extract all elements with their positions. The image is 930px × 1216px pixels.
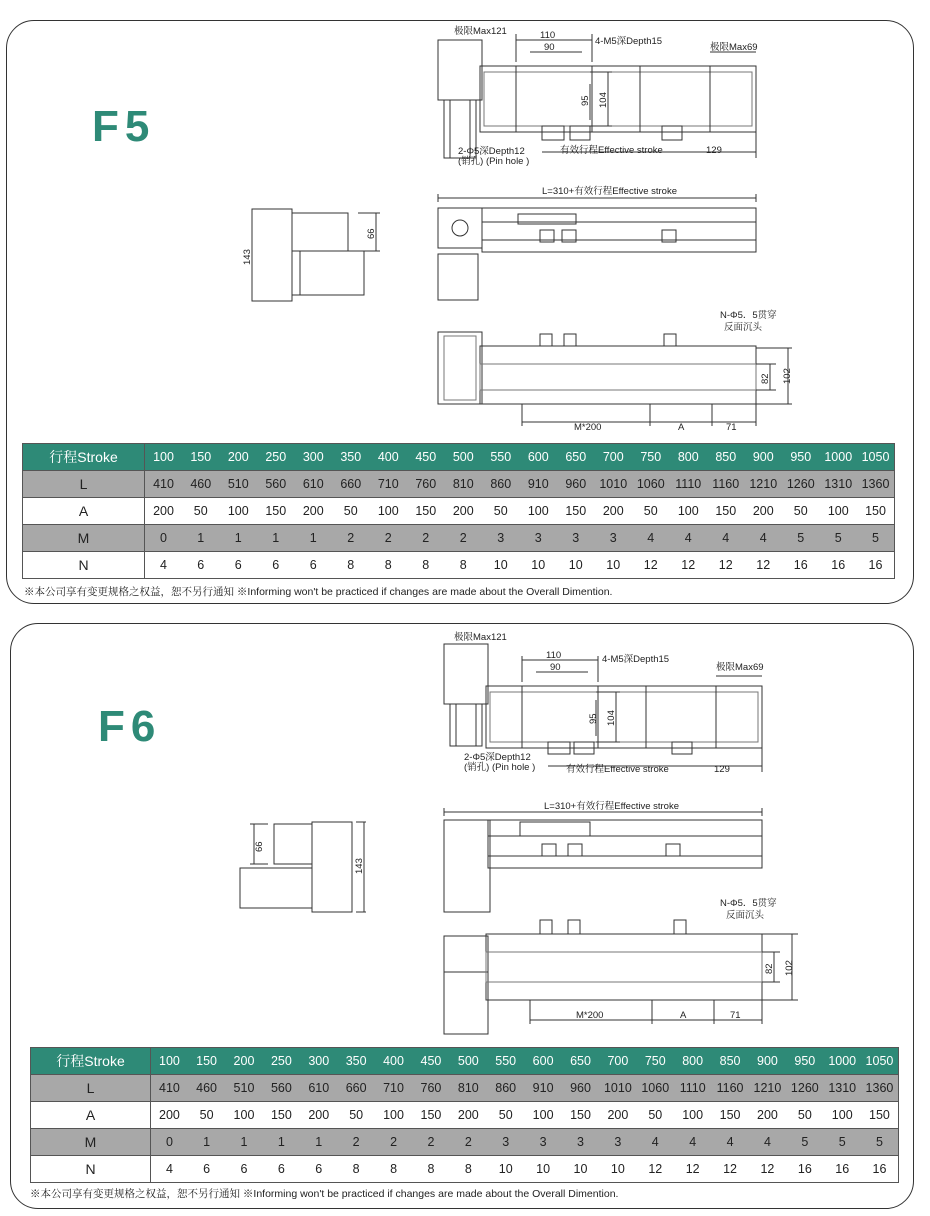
table-cell: 16 [861, 1156, 899, 1183]
table-cell: 4 [145, 552, 183, 579]
dim-a: A [678, 422, 685, 433]
effective-stroke-label: 有效行程Effective stroke [566, 764, 669, 775]
table-cell: 150 [407, 498, 445, 525]
table-cell: 12 [670, 552, 708, 579]
table-cell: 3 [524, 1129, 561, 1156]
table-cell: 1 [188, 1129, 225, 1156]
table-cell: 8 [407, 552, 445, 579]
end-view-drawing [240, 818, 380, 918]
table-cell: 3 [557, 525, 595, 552]
counterbore-note: 反面沉头 [724, 322, 763, 333]
table-cell: 10 [487, 1156, 524, 1183]
table-cell: 1210 [749, 1075, 786, 1102]
table-cell: 600 [524, 1048, 561, 1075]
table-cell: 600 [520, 444, 558, 471]
side-view-drawing [430, 184, 770, 304]
table-cell: 200 [599, 1102, 636, 1129]
table-cell: 1260 [782, 471, 820, 498]
table-cell: 1 [257, 525, 295, 552]
table-cell: 800 [674, 1048, 711, 1075]
table-cell: 1060 [632, 471, 670, 498]
disclaimer-note: ※本公司享有变更规格之权益，恕不另行通知 ※Informing won't be practiced if changes are made about the Overall Dimention. [24, 586, 613, 598]
table-cell: 100 [670, 498, 708, 525]
table-cell: 660 [332, 471, 370, 498]
table-cell: 4 [632, 525, 670, 552]
dim-m200: M*200 [576, 1010, 604, 1021]
dim-82: 82 [764, 963, 775, 974]
row-label-a: A [23, 498, 145, 525]
table-cell: 810 [450, 1075, 487, 1102]
max-left-dim: 极限Max121 [454, 632, 507, 643]
table-cell: 1050 [861, 1048, 899, 1075]
table-cell: 250 [257, 444, 295, 471]
pin-hole-spec: 2-Φ5深Depth12 [464, 752, 531, 763]
table-cell: 50 [637, 1102, 674, 1129]
table-cell: 700 [599, 1048, 636, 1075]
table-cell: 150 [257, 498, 295, 525]
dim-143: 143 [354, 858, 365, 874]
table-cell: 100 [145, 444, 183, 471]
table-cell: 500 [445, 444, 483, 471]
table-cell: 650 [557, 444, 595, 471]
table-cell: 200 [295, 498, 333, 525]
table-cell: 50 [482, 498, 520, 525]
table-cell: 6 [220, 552, 258, 579]
table-cell: 250 [263, 1048, 300, 1075]
table-cell: 200 [220, 444, 258, 471]
table-cell: 100 [225, 1102, 262, 1129]
table-cell: 6 [263, 1156, 300, 1183]
row-label-m: M [23, 525, 145, 552]
table-cell: 300 [300, 1048, 337, 1075]
stroke-table [30, 1047, 899, 1183]
table-cell: 200 [225, 1048, 262, 1075]
table-cell: 750 [632, 444, 670, 471]
table-cell: 750 [637, 1048, 674, 1075]
table-cell: 100 [520, 498, 558, 525]
table-cell: 460 [188, 1075, 225, 1102]
table-cell: 910 [520, 471, 558, 498]
table-cell: 1 [220, 525, 258, 552]
table-cell: 350 [332, 444, 370, 471]
table-cell: 5 [786, 1129, 823, 1156]
table-cell: 3 [599, 1129, 636, 1156]
table-cell: 10 [520, 552, 558, 579]
table-cell: 1 [182, 525, 220, 552]
table-cell: 50 [786, 1102, 823, 1129]
table-cell: 50 [487, 1102, 524, 1129]
table-cell: 850 [711, 1048, 748, 1075]
counterbore-note: 反面沉头 [726, 910, 765, 921]
model-title: F5 [92, 102, 156, 151]
table-cell: 860 [487, 1075, 524, 1102]
table-cell: 1 [225, 1129, 262, 1156]
table-cell: 450 [412, 1048, 449, 1075]
table-cell: 500 [450, 1048, 487, 1075]
row-label-l: L [31, 1075, 151, 1102]
table-cell: 10 [562, 1156, 599, 1183]
table-cell: 10 [595, 552, 633, 579]
dim-110: 110 [546, 650, 562, 661]
disclaimer-note: ※本公司享有变更规格之权益，恕不另行通知 ※Informing won't be practiced if changes are made about the Overall Dimention. [30, 1188, 619, 1200]
table-cell: 550 [482, 444, 520, 471]
dim-66: 66 [366, 228, 377, 239]
table-cell: 50 [188, 1102, 225, 1129]
dim-129: 129 [714, 764, 730, 775]
bottom-view-drawing [430, 308, 800, 436]
table-cell: 850 [707, 444, 745, 471]
table-cell: 1010 [595, 471, 633, 498]
table-cell: 1110 [670, 471, 708, 498]
table-cell: 900 [749, 1048, 786, 1075]
table-cell: 0 [151, 1129, 188, 1156]
dim-129: 129 [706, 145, 722, 156]
table-cell: 410 [151, 1075, 188, 1102]
pin-hole-spec: 2-Φ5深Depth12 [458, 146, 525, 157]
table-cell: 6 [300, 1156, 337, 1183]
table-cell: 610 [295, 471, 333, 498]
dim-104: 104 [598, 92, 609, 108]
table-cell: 200 [749, 1102, 786, 1129]
table-cell: 2 [370, 525, 408, 552]
table-cell: 4 [749, 1129, 786, 1156]
table-cell: 1160 [707, 471, 745, 498]
dim-143: 143 [242, 249, 253, 265]
stroke-table [22, 443, 895, 579]
table-cell: 150 [707, 498, 745, 525]
table-cell: 12 [749, 1156, 786, 1183]
table-cell: 950 [786, 1048, 823, 1075]
table-cell: 2 [412, 1129, 449, 1156]
pin-hole-note: (销孔) (Pin hole ) [458, 156, 530, 167]
dim-82: 82 [760, 373, 771, 384]
table-cell: 560 [263, 1075, 300, 1102]
table-cell: 1010 [599, 1075, 636, 1102]
table-cell: 0 [145, 525, 183, 552]
table-cell: 4 [711, 1129, 748, 1156]
table-cell: 200 [300, 1102, 337, 1129]
table-cell: 150 [557, 498, 595, 525]
table-cell: 8 [337, 1156, 374, 1183]
table-cell: 5 [857, 525, 895, 552]
table-cell: 6 [295, 552, 333, 579]
table-cell: 150 [412, 1102, 449, 1129]
table-cell: 8 [332, 552, 370, 579]
table-cell: 8 [450, 1156, 487, 1183]
table-cell: 660 [337, 1075, 374, 1102]
table-cell: 10 [557, 552, 595, 579]
table-cell: 100 [375, 1102, 412, 1129]
table-cell: 16 [782, 552, 820, 579]
table-cell: 200 [595, 498, 633, 525]
table-cell: 100 [820, 498, 858, 525]
length-formula: L=310+有效行程Effective stroke [544, 801, 679, 812]
tap-hole-spec: 4-M5深Depth15 [595, 36, 663, 47]
table-cell: 760 [407, 471, 445, 498]
pin-hole-note: (销孔) (Pin hole ) [464, 762, 536, 773]
table-cell: 200 [151, 1102, 188, 1129]
table-cell: 2 [450, 1129, 487, 1156]
table-cell: 800 [670, 444, 708, 471]
table-cell: 150 [861, 1102, 899, 1129]
table-cell: 960 [562, 1075, 599, 1102]
table-cell: 50 [337, 1102, 374, 1129]
table-cell: 100 [524, 1102, 561, 1129]
dim-71: 71 [726, 422, 737, 433]
table-cell: 4 [151, 1156, 188, 1183]
table-cell: 8 [370, 552, 408, 579]
table-cell: 1160 [711, 1075, 748, 1102]
table-cell: 400 [375, 1048, 412, 1075]
max-left-dim: 极限Max121 [454, 26, 507, 37]
table-cell: 4 [707, 525, 745, 552]
dim-m200: M*200 [574, 422, 602, 433]
table-cell: 150 [182, 444, 220, 471]
table-cell: 100 [151, 1048, 188, 1075]
table-cell: 6 [188, 1156, 225, 1183]
table-cell: 910 [524, 1075, 561, 1102]
table-cell: 510 [220, 471, 258, 498]
table-cell: 6 [225, 1156, 262, 1183]
stroke-header: 行程Stroke [31, 1048, 151, 1075]
table-cell: 100 [824, 1102, 861, 1129]
table-cell: 5 [782, 525, 820, 552]
table-cell: 610 [300, 1075, 337, 1102]
dim-66: 66 [254, 841, 265, 852]
table-cell: 960 [557, 471, 595, 498]
dim-102: 102 [782, 368, 793, 384]
table-cell: 3 [482, 525, 520, 552]
table-cell: 4 [670, 525, 708, 552]
table-cell: 16 [820, 552, 858, 579]
table-cell: 10 [524, 1156, 561, 1183]
top-view-drawing [430, 22, 770, 172]
table-cell: 810 [445, 471, 483, 498]
table-cell: 200 [445, 498, 483, 525]
table-cell: 200 [145, 498, 183, 525]
through-holes-spec: N-Φ5．5贯穿 [720, 310, 777, 321]
table-cell: 1050 [857, 444, 895, 471]
model-title: F6 [98, 702, 162, 751]
table-cell: 5 [820, 525, 858, 552]
table-cell: 12 [637, 1156, 674, 1183]
table-cell: 16 [857, 552, 895, 579]
table-cell: 1000 [824, 1048, 861, 1075]
table-cell: 3 [562, 1129, 599, 1156]
table-cell: 2 [375, 1129, 412, 1156]
row-label-n: N [31, 1156, 151, 1183]
table-cell: 1210 [745, 471, 783, 498]
table-cell: 1000 [820, 444, 858, 471]
length-formula: L=310+有效行程Effective stroke [542, 186, 677, 197]
table-cell: 710 [370, 471, 408, 498]
table-cell: 16 [786, 1156, 823, 1183]
table-cell: 2 [332, 525, 370, 552]
table-cell: 150 [711, 1102, 748, 1129]
table-cell: 1 [300, 1129, 337, 1156]
table-cell: 400 [370, 444, 408, 471]
dim-104: 104 [606, 710, 617, 726]
table-cell: 8 [445, 552, 483, 579]
bottom-view-drawing [436, 894, 806, 1034]
table-cell: 1110 [674, 1075, 711, 1102]
table-cell: 1360 [857, 471, 895, 498]
table-cell: 100 [220, 498, 258, 525]
dim-71: 71 [730, 1010, 741, 1021]
table-cell: 200 [745, 498, 783, 525]
table-cell: 12 [707, 552, 745, 579]
row-label-m: M [31, 1129, 151, 1156]
through-holes-spec: N-Φ5．5贯穿 [720, 898, 777, 909]
dim-95: 95 [588, 713, 599, 724]
table-cell: 3 [595, 525, 633, 552]
table-cell: 50 [782, 498, 820, 525]
table-cell: 2 [445, 525, 483, 552]
table-cell: 6 [257, 552, 295, 579]
table-cell: 8 [412, 1156, 449, 1183]
table-cell: 350 [337, 1048, 374, 1075]
tap-hole-spec: 4-M5深Depth15 [602, 654, 670, 665]
end-view-drawing [240, 205, 380, 305]
dim-102: 102 [784, 960, 795, 976]
table-cell: 900 [745, 444, 783, 471]
stroke-header: 行程Stroke [23, 444, 145, 471]
top-view-drawing [436, 626, 776, 776]
table-cell: 50 [632, 498, 670, 525]
table-cell: 1260 [786, 1075, 823, 1102]
table-cell: 4 [745, 525, 783, 552]
table-cell: 12 [674, 1156, 711, 1183]
table-cell: 6 [182, 552, 220, 579]
table-cell: 3 [520, 525, 558, 552]
table-cell: 150 [263, 1102, 300, 1129]
effective-stroke-label: 有效行程Effective stroke [560, 145, 663, 156]
table-cell: 710 [375, 1075, 412, 1102]
row-label-a: A [31, 1102, 151, 1129]
table-cell: 3 [487, 1129, 524, 1156]
table-cell: 150 [188, 1048, 225, 1075]
dim-90: 90 [544, 42, 555, 53]
table-cell: 150 [857, 498, 895, 525]
table-cell: 700 [595, 444, 633, 471]
table-cell: 560 [257, 471, 295, 498]
table-cell: 950 [782, 444, 820, 471]
table-cell: 50 [332, 498, 370, 525]
dim-110: 110 [540, 30, 556, 41]
table-cell: 12 [711, 1156, 748, 1183]
table-cell: 1360 [861, 1075, 899, 1102]
table-cell: 16 [824, 1156, 861, 1183]
table-cell: 460 [182, 471, 220, 498]
table-cell: 450 [407, 444, 445, 471]
dim-a: A [680, 1010, 687, 1021]
table-cell: 1060 [637, 1075, 674, 1102]
max-right-dim: 极限Max69 [710, 42, 758, 53]
table-cell: 510 [225, 1075, 262, 1102]
table-cell: 2 [407, 525, 445, 552]
table-cell: 8 [375, 1156, 412, 1183]
table-cell: 550 [487, 1048, 524, 1075]
table-cell: 4 [637, 1129, 674, 1156]
table-cell: 650 [562, 1048, 599, 1075]
table-cell: 10 [482, 552, 520, 579]
table-cell: 100 [370, 498, 408, 525]
table-cell: 150 [562, 1102, 599, 1129]
table-cell: 4 [674, 1129, 711, 1156]
table-cell: 100 [674, 1102, 711, 1129]
table-cell: 760 [412, 1075, 449, 1102]
table-cell: 1310 [824, 1075, 861, 1102]
table-cell: 1 [263, 1129, 300, 1156]
dim-90: 90 [550, 662, 561, 673]
table-cell: 200 [450, 1102, 487, 1129]
table-cell: 5 [861, 1129, 899, 1156]
table-cell: 2 [337, 1129, 374, 1156]
dim-95: 95 [580, 95, 591, 106]
table-cell: 12 [745, 552, 783, 579]
table-cell: 1 [295, 525, 333, 552]
table-cell: 300 [295, 444, 333, 471]
max-right-dim: 极限Max69 [716, 662, 764, 673]
table-cell: 5 [824, 1129, 861, 1156]
row-label-l: L [23, 471, 145, 498]
table-cell: 12 [632, 552, 670, 579]
table-cell: 1310 [820, 471, 858, 498]
row-label-n: N [23, 552, 145, 579]
table-cell: 50 [182, 498, 220, 525]
table-cell: 10 [599, 1156, 636, 1183]
table-cell: 410 [145, 471, 183, 498]
table-cell: 860 [482, 471, 520, 498]
